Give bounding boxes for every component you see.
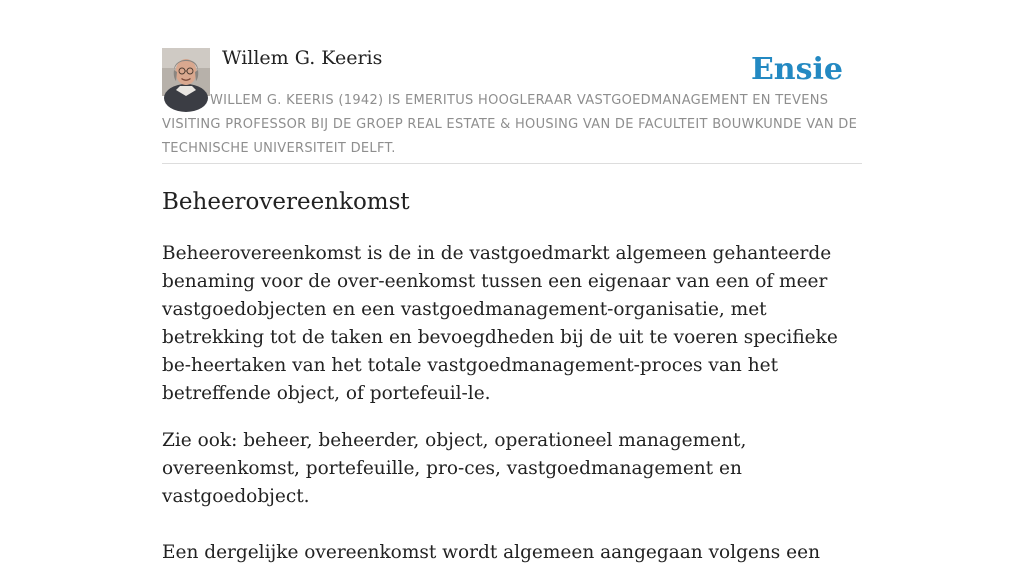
brand-logo[interactable]: Ensie <box>750 52 843 87</box>
article <box>162 186 872 567</box>
article-paragraph: Zie ook: beheer, beheerder, object, operationeel management, overeenkomst, portefeuille, pro-ces, vastgoedmanagement en vastgoedobject. <box>162 430 747 507</box>
author-bio: WILLEM G. KEERIS (1942) IS EMERITUS HOOGLERAAR VASTGOEDMANAGEMENT EN TEVENS VISITING PROFESSOR BIJ DE GROEP REAL ESTATE & HOUSING VAN DE FACULTEIT BOUWKUNDE VAN DE TECHNISCHE UNIVERSITEIT DELFT. <box>162 93 858 156</box>
header-divider <box>162 163 862 164</box>
author-name[interactable]: Willem G. Keeris <box>222 47 383 69</box>
article-paragraph: Beheerovereenkomst is de in de vastgoedmarkt algemeen gehanteerde benaming voor de over-eenkomst tussen een eigenaar van een of meer vastgoedobjecten en een vastgoedmanagement-organisatie, met betrekking tot de taken en bevoegdheden bij de uit te voeren specifieke be-heertaken van het totale vastgoedmanagement-proces van het betreffende object, of portefeuil-le. <box>162 243 838 404</box>
article-paragraph: Een dergelijke overeenkomst wordt algemeen aangegaan volgens een <box>162 542 820 563</box>
article-title: Beheerovereenkomst <box>162 189 410 215</box>
